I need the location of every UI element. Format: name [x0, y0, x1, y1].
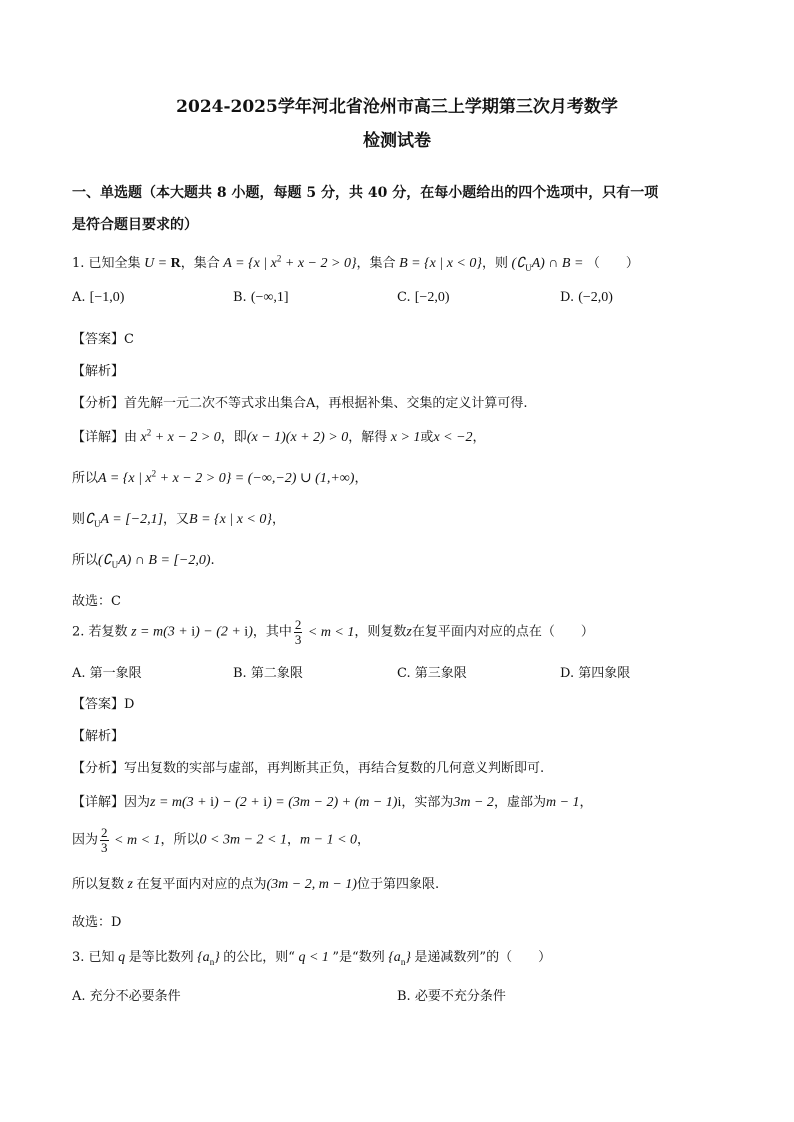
q1-detail-line4: 所以$(∁_UA)$ ∩ B = [−2,0).	[72, 553, 215, 570]
q3-option-a: A. 充分不必要条件	[72, 989, 181, 1004]
q3-option-b: B. 必要不充分条件	[397, 989, 506, 1004]
q1-option-c: C. [−2,0)	[397, 290, 450, 305]
q1-option-d: D. (−2,0)	[560, 290, 613, 305]
q1-stem: 1. 已知全集 U = R，集合 A = {x | $x^2 + x - 2 > 0$}，集合 B = {x | x < 0}，则 $(∁_UA)$ ∩ B = （ ）	[72, 253, 639, 273]
q1-detail-line2: 所以A = {x | $x^2 + x - 2 > 0\} = (-\infty,-2)$ ∪ (1,+∞)，	[72, 468, 368, 486]
q1-fenxi: 【分析】首先解一元二次不等式求出集合A，再根据补集、交集的定义计算可得.	[72, 396, 528, 411]
section-heading-line1: 一、单选题（本大题共 8 小题，每题 5 分，共 40 分，在每小题给出的四个选项中，只有一项	[72, 185, 659, 201]
q2-option-a: A. 第一象限	[72, 666, 142, 681]
q1-math-expression: $(∁_UA)$ ∩ B =	[508, 256, 587, 273]
q1-option-a: A. [−1,0)	[72, 290, 125, 305]
section-heading-line2: 是符合题目要求的）	[72, 217, 198, 233]
q2-detail-line2: 因为 $\frac{2}{3}$ < m < 1，所以0 < 3m − 2 < 1，m − 1 < 0，	[72, 825, 371, 855]
q2-detail-line3: 所以复数 z 在复平面内对应的点为(3m − 2, m − 1)位于第四象限.	[72, 877, 440, 892]
q3-stem: 3. 已知 q 是等比数列 $\{a_n\}$ 的公比，则“ q < 1 ”是“数列 $\{a_n\}$ 是递减数列”的（ ）	[72, 950, 552, 967]
document-title-line1: 2024-2025学年河北省沧州市高三上学期第三次月考数学	[176, 97, 618, 117]
q1-math-set-a: A = {x | $x^2 + x - 2 > 0$}	[219, 253, 357, 271]
q2-option-c: C. 第三象限	[397, 666, 467, 681]
q2-analysis-heading: 【解析】	[72, 729, 125, 744]
q1-math-universe: U = R	[140, 256, 181, 271]
q1-detail-line3: 则$∁_UA = [-2,1]$，又B = {x | x < 0}，	[72, 512, 285, 529]
q2-stem: 2. 若复数 z = m(3 + i) − (2 + i)，其中 $\frac{2}{3}$ < m < 1，则复数z在复平面内对应的点在（ ）	[72, 617, 594, 647]
q1-analysis-heading: 【解析】	[72, 364, 125, 379]
q1-number: 1.	[72, 256, 85, 271]
q1-answer: 【答案】C	[72, 332, 134, 347]
q1-math-set-b: B = {x | x < 0}	[395, 256, 482, 271]
q2-option-d: D. 第四象限	[560, 666, 631, 681]
q1-choose: 故选：C	[72, 594, 121, 609]
q2-option-b: B. 第二象限	[233, 666, 303, 681]
q2-fenxi: 【分析】写出复数的实部与虚部，再判断其正负，再结合复数的几何意义判断即可.	[72, 761, 545, 776]
q2-answer: 【答案】D	[72, 697, 135, 712]
q1-option-b: B. (−∞,1]	[233, 290, 289, 305]
q2-detail-line1: 【详解】因为z = m(3 + i) − (2 + i) = (3m − 2) + (m − 1)i，实部为3m − 2，虚部为m − 1，	[72, 795, 593, 810]
q2-choose: 故选：D	[72, 915, 122, 930]
document-title-line2: 检测试卷	[363, 131, 431, 151]
q1-detail-line1: 【详解】由 $x^2 + x - 2 > 0$，即(x − 1)(x + 2) > 0，解得 x > 1或x < −2，	[72, 427, 486, 445]
